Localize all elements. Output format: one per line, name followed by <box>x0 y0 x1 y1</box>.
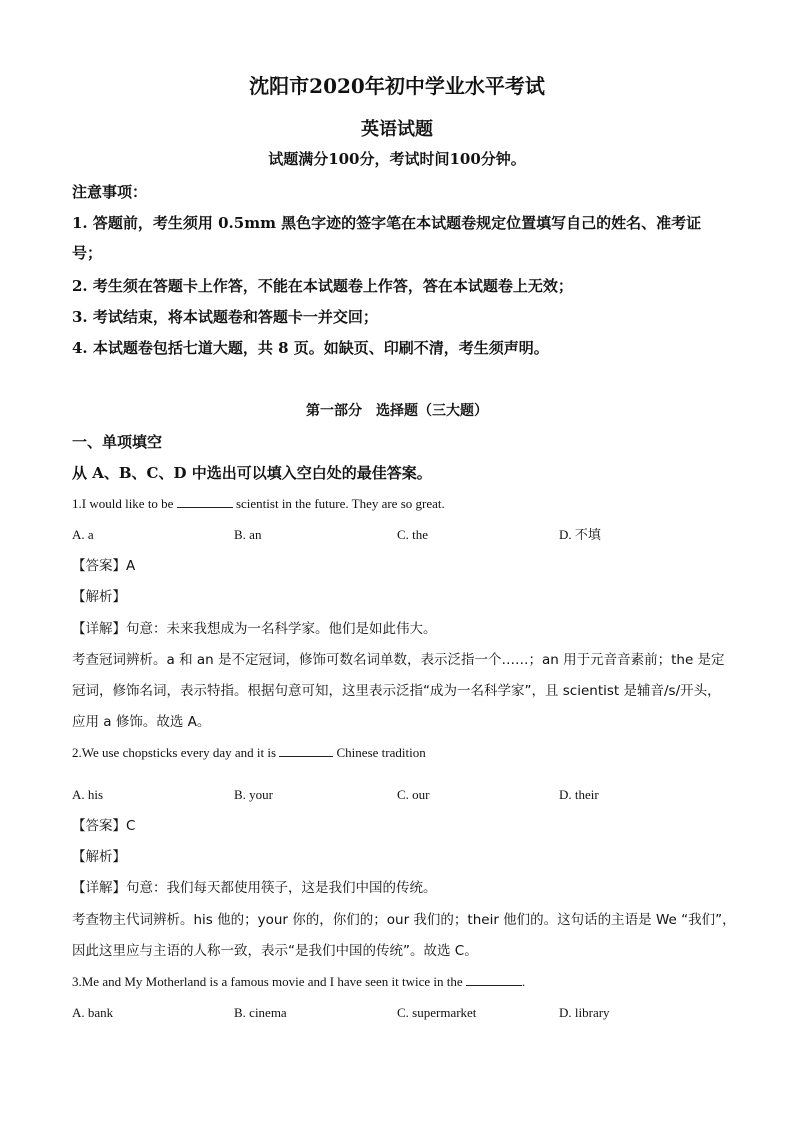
question-2-explanation-line-1: 考查物主代词辨析。his 他的；your 你的，你们的；our 我们的；their 他们的。这句话的主语是 We “我们”， <box>72 912 736 928</box>
question-1-explanation-line-1: 考查冠词辨析。a 和 an 是不定冠词，修饰可数名词单数，表示泛指一个……；an 用于元音音素前；the 是定 <box>72 652 725 668</box>
question-2-option-a: A. his <box>72 787 104 802</box>
question-2-option-b: B. your <box>234 787 273 802</box>
notice-item-3: 3. 考试结束，将本试题卷和答题卡一并交回； <box>72 308 378 326</box>
question-1-option-c: C. the <box>397 527 429 542</box>
question-3-stem-end: . <box>521 974 526 989</box>
detail-text: 句意：我们每天都使用筷子，这是我们中国的传统。 <box>126 880 437 896</box>
question-1-stem-end: scientist in the future. They are so great. <box>235 496 445 511</box>
question-1-explanation-line-2: 冠词，修饰名词，表示特指。根据句意可知，这里表示泛指“成为一名科学家”，且 scientist 是辅音/s/开头， <box>72 683 721 699</box>
detail-text: 句意：未来我想成为一名科学家。他们是如此伟大。 <box>126 621 437 637</box>
notice-item-1: 1. 答题前，考生须用 0.5mm 黑色字迹的签字笔在本试题卷规定位置填写自己的姓名、准考证 <box>72 214 702 232</box>
question-3-option-c: C. supermarket <box>397 1005 477 1020</box>
question-1-stem <box>72 493 732 515</box>
answer-value: A <box>126 558 136 574</box>
question-3-option-a: A. bank <box>72 1005 114 1020</box>
answer-label: 【答案】 <box>72 558 126 574</box>
question-2-explanation-line-2: 因此这里应与主语的人称一致，表示“是我们中国的传统”。故选 C。 <box>72 943 478 959</box>
part-heading: 第一部分 选择题（三大题） <box>306 403 488 419</box>
question-2-stem-end: Chinese tradition <box>336 745 426 760</box>
section-heading: 一、单项填空 <box>72 433 163 451</box>
question-1-explanation-line-3: 应用 a 修饰。故选 A。 <box>72 714 211 730</box>
question-3-option-d: D. library <box>559 1005 610 1020</box>
question-1-option-d: D. 不填 <box>559 527 601 542</box>
section-instruction: 从 A、B、C、D 中选出可以填入空白处的最佳答案。 <box>72 464 432 482</box>
question-1-option-a: A. a <box>72 527 94 542</box>
question-3-option-b: B. cinema <box>234 1005 287 1020</box>
question-2-stem-start: 2.We use chopsticks every day and it is <box>72 745 277 760</box>
question-2-stem <box>72 742 732 764</box>
exam-title: 沈阳市2020年初中学业水平考试 <box>249 74 545 98</box>
question-1-stem-start: 1.I would like to be <box>72 496 174 511</box>
notice-item-1-cont: 号； <box>72 244 103 262</box>
question-2-answer <box>72 815 732 837</box>
answer-blank <box>279 743 333 757</box>
question-2-option-c: C. our <box>397 787 430 802</box>
question-1-answer <box>72 555 732 577</box>
question-3-stem-start: 3.Me and My Motherland is a famous movie and I have seen it twice in the <box>72 974 463 989</box>
question-2-detail <box>72 877 732 899</box>
answer-label: 【答案】 <box>72 818 126 834</box>
question-1-option-b: B. an <box>234 527 262 542</box>
question-2-analysis-label: 【解析】 <box>72 849 126 865</box>
answer-blank <box>177 494 233 508</box>
answer-value: C <box>126 818 136 834</box>
detail-label: 【详解】 <box>72 621 126 637</box>
question-3-stem <box>72 971 732 993</box>
exam-info: 试题满分100分，考试时间100分钟。 <box>268 150 526 168</box>
subject-title: 英语试题 <box>361 119 433 140</box>
answer-blank <box>466 972 522 986</box>
notice-item-2: 2. 考生须在答题卡上作答，不能在本试题卷上作答，答在本试题卷上无效； <box>72 277 573 295</box>
question-1-detail <box>72 618 732 640</box>
question-2-option-d: D. their <box>559 787 599 802</box>
notice-heading: 注意事项： <box>72 183 148 201</box>
notice-item-4: 4. 本试题卷包括七道大题，共 8 页。如缺页、印刷不清，考生须声明。 <box>72 339 549 357</box>
question-1-analysis-label: 【解析】 <box>72 589 126 605</box>
detail-label: 【详解】 <box>72 880 126 896</box>
